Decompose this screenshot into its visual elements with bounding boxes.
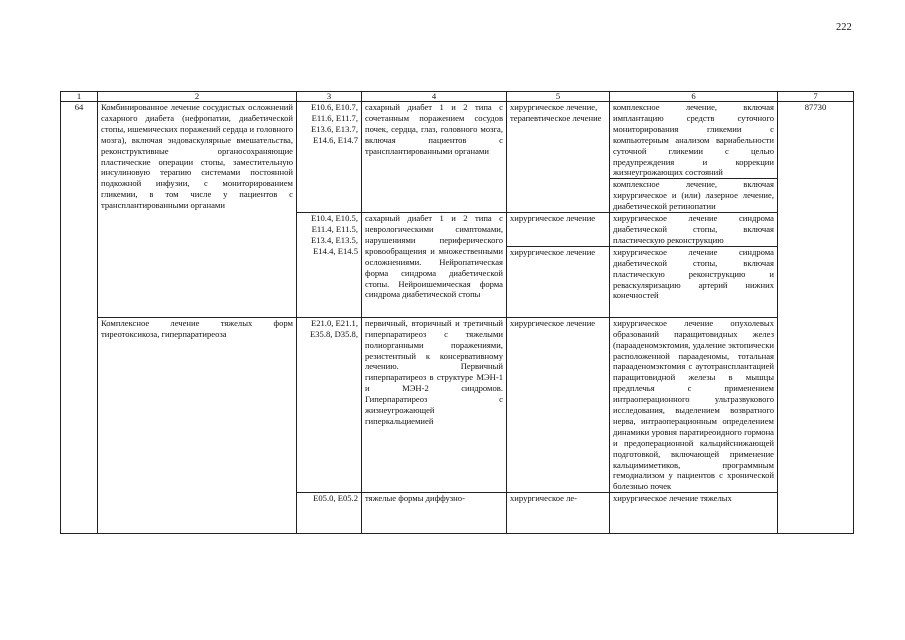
treatment-name: Комплексное лечение тяжелых форм тиреотоксикоза, гиперпаратиреоза <box>98 317 297 534</box>
patient-model: сахарный диабет 1 и 2 типа с неврологическими симптомами, нарушениями периферического кровообращения и множественными осложнениями. Нейропатическая форма синдрома диабетической стопы. Нейроишемическая форма синдрома диабетической стопы <box>362 213 507 318</box>
col-num-1: 1 <box>61 92 98 102</box>
column-number-row <box>61 92 854 102</box>
treatment-method: хирургическое лечение синдрома диабетической стопы, включая пластическую реконструкцию и реваскуляризацию артерий нижних конечностей <box>610 246 778 317</box>
col-num-3: 3 <box>297 92 362 102</box>
col-num-6: 6 <box>610 92 778 102</box>
patient-model: тяжелые формы диффузно- <box>362 493 507 534</box>
treatment-method: комплексное лечение, включая имплантацию средств суточного мониторирования гликемии с компьютерным анализом вариабельности суточной гликемии с целью предупреждения и коррекции жизнеугрожающих состояний <box>610 102 778 179</box>
treatment-name: Комбинированное лечение сосудистых осложнений сахарного диабета (нефропатии, диабетической стопы, ишемических поражений сердца и головного мозга), включая эндоваскулярные вмешательства, реконструктивные органосохраняющие пластические операции стопы, заместительную инсулиновую терапию системами постоянной подкожной инфузии, с мониторированием гликемии, в том числе у пациентов с трансплантированными органами <box>98 102 297 318</box>
page-number: 222 <box>836 22 852 33</box>
icd-codes: E10.4, E10.5, E11.4, E11.5, E13.4, E13.5, E14.4, E14.5 <box>297 213 362 318</box>
icd-codes: E21.0, E21.1, E35.8, D35.8, <box>297 317 362 493</box>
treatment-method: хирургическое лечение тяжелых <box>610 493 778 534</box>
treatment-method: комплексное лечение, включая хирургическое и (или) лазерное лечение, диабетической ретинопатии <box>610 179 778 213</box>
treatment-kind: хирургическое лечение, терапевтическое лечение <box>507 102 610 213</box>
patient-model: сахарный диабет 1 и 2 типа с сочетанным поражением сосудов почек, сердца, глаз, головного мозга, включая пациентов с трансплантированными органами <box>362 102 507 213</box>
col-num-4: 4 <box>362 92 507 102</box>
treatment-method: хирургическое лечение опухолевых образований паращитовидных желез (парааденомэктомия, удаление эктопически расположенной парааденомы, тотальная парааденомэктомия с аутотрансплантацией паращитовидной железы в мышцы предплечья с применением интраоперационного ультразвукового исследования, выделением возвратного нерва, интраоперационным определением динамики уровня паратиреоидного гормона и предоперационной кальцийснижающей подготовкой, включающей применение кальцимиметиков, программным гемодиализом у пациентов с хронической болезнью почек <box>610 317 778 493</box>
icd-codes: E05.0, E05.2 <box>297 493 362 534</box>
treatment-kind: хирургическое лечение <box>507 213 610 247</box>
table-row <box>61 102 854 179</box>
col-num-2: 2 <box>98 92 297 102</box>
treatment-method: хирургическое лечение синдрома диабетической стопы, включая пластическую реконструкцию <box>610 213 778 247</box>
col-num-5: 5 <box>507 92 610 102</box>
treatment-kind: хирургическое ле- <box>507 493 610 534</box>
medical-care-table <box>60 91 854 534</box>
row-number: 64 <box>61 102 98 534</box>
patient-model: первичный, вторичный и третичный гиперпаратиреоз с тяжелыми полиорганными поражениями, резистентный к консервативному лечению. Первичный гиперпаратиреоз в структуре МЭН-1 и МЭН-2 синдромов. Гиперпаратиреоз с жизнеугрожающей гиперкальциемией <box>362 317 507 493</box>
cost-value: 87730 <box>778 102 854 534</box>
treatment-kind: хирургическое лечение <box>507 317 610 493</box>
col-num-7: 7 <box>778 92 854 102</box>
icd-codes: E10.6, E10.7, E11.6, E11.7, E13.6, E13.7, E14.6, E14.7 <box>297 102 362 213</box>
table-row <box>61 317 854 493</box>
treatment-kind: хирургическое лечение <box>507 246 610 317</box>
